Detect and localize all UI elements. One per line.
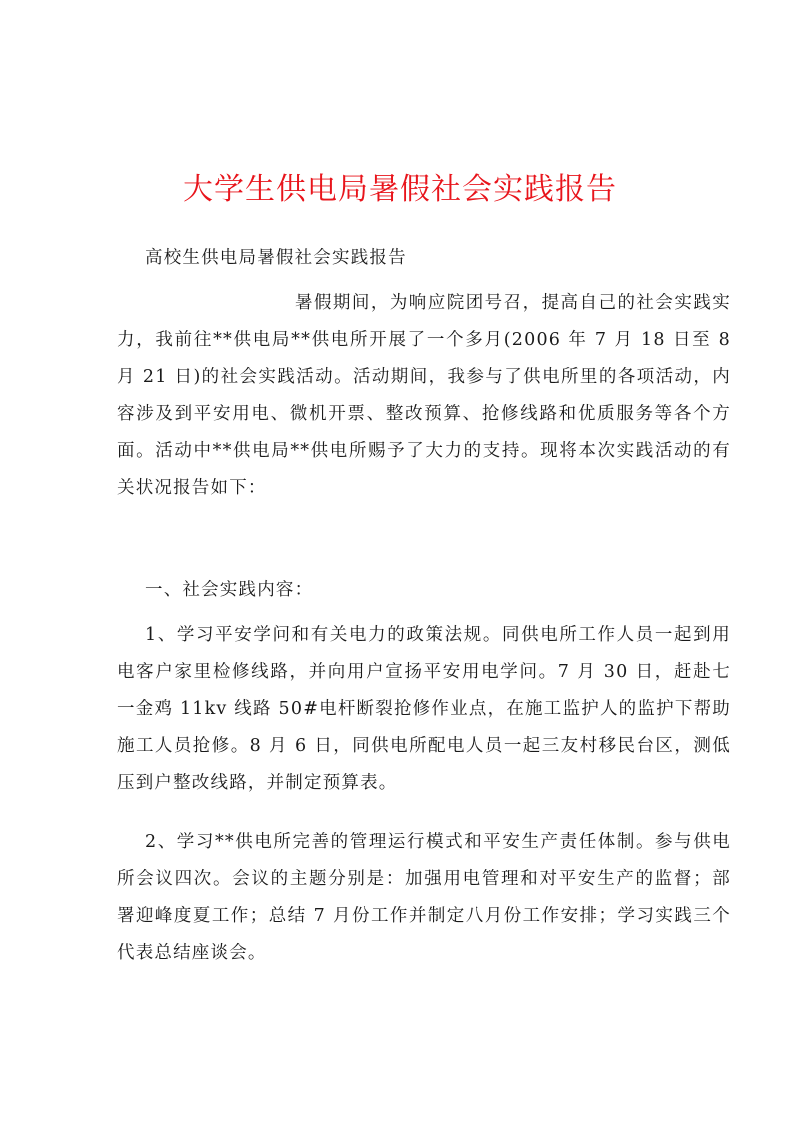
intro-paragraph: 暑假期间，为响应院团号召，提高自己的社会实践实力，我前往**供电局**供电所开展了一个多月(2006 年 7 月 18 日至 8 月 21 日)的社会实践活动。活动期间，我参与了供电所里的各项活动，内容涉及到平安用电、微机开票、整改预算、抢修线路和优质服务等各个方面。活动中**供电局**供电所赐予了大力的支持。现将本次实践活动的有关状况报告如下： [117,293,731,498]
item-paragraph-2: 2、学习**供电所完善的管理运行模式和平安生产责任体制。参与供电所会议四次。会议的主题分别是：加强用电管理和对平安生产的监督；部署迎峰度夏工作；总结 7 月份工作并制定八月份工作安排；学习实践三个代表总结座谈会。 [117,832,731,963]
section-heading: 一、社会实践内容： [145,580,314,600]
item-paragraph-1: 1、学习平安学问和有关电力的政策法规。同供电所工作人员一起到用电客户家里检修线路，并向用户宣扬平安用电学问。7 月 30 日，赶赴七一金鸡 11kv 线路 50#电杆断裂抢修作业点，在施工监护人的监护下帮助施工人员抢修。8 月 6 日，同供电所配电人员一起三友村移民台区，测低压到户整改线路，并制定预算表。 [117,625,731,793]
document-title: 大学生供电局暑假社会实践报告 [183,172,617,207]
document-subtitle: 高校生供电局暑假社会实践报告 [145,248,407,268]
